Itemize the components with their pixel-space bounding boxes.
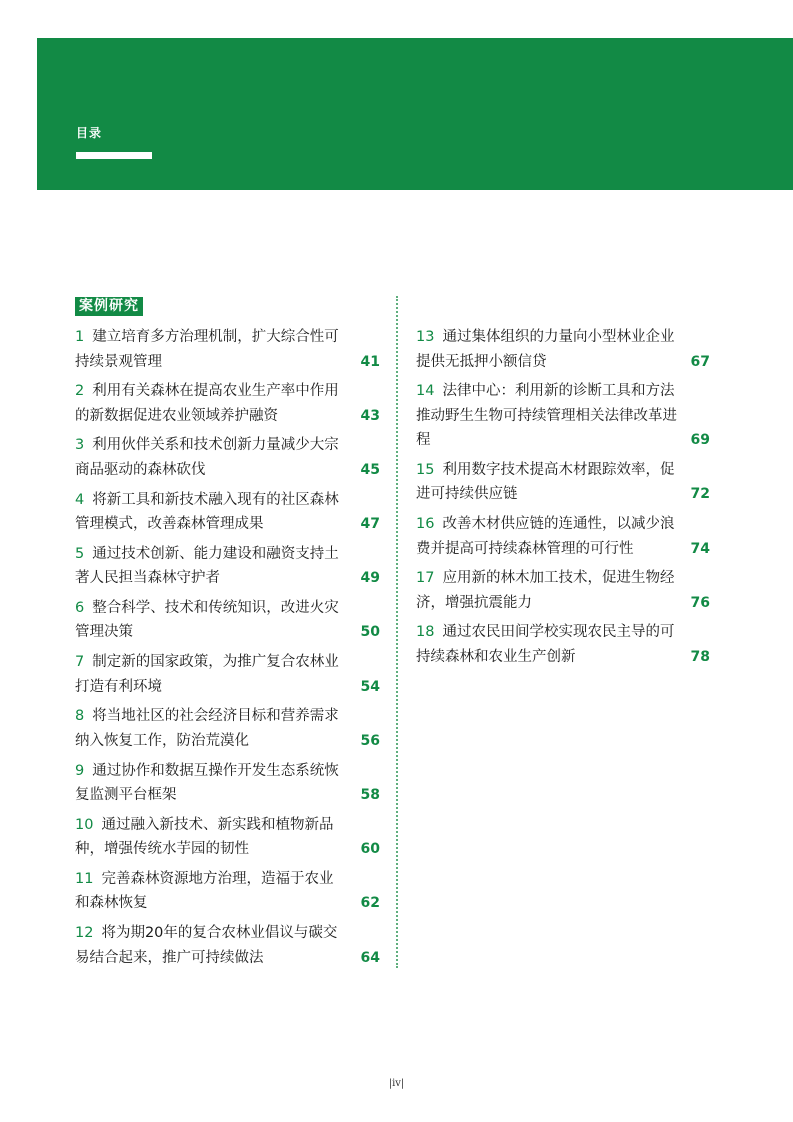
toc-entry-page: 60 <box>360 841 380 858</box>
toc-entry-number: 10 <box>75 816 94 833</box>
toc-entry-title <box>416 620 684 669</box>
toc-entry[interactable] <box>416 566 721 615</box>
section-label: 案例研究 <box>75 297 143 316</box>
toc-entry-number: 18 <box>416 624 435 641</box>
column-divider <box>396 296 398 968</box>
toc-entry-title <box>75 542 345 591</box>
toc-entry-page: 64 <box>360 949 380 966</box>
toc-entry-page: 47 <box>360 516 380 533</box>
toc-entry-number: 17 <box>416 570 435 587</box>
toc-entry-page: 69 <box>690 432 710 449</box>
toc-entry-title <box>75 596 345 645</box>
toc-entry-title <box>75 867 345 916</box>
toc-entry-title <box>416 325 684 374</box>
toc-entry[interactable] <box>75 921 380 970</box>
toc-entry-page: 56 <box>360 732 380 749</box>
toc-entry-number: 9 <box>75 762 85 779</box>
toc-entry-number: 4 <box>75 491 85 508</box>
toc-entry-text: 通过融入新技术、新实践和植物新品种，增强传统水芋园的韧性 <box>75 816 334 858</box>
toc-entry-number: 1 <box>75 329 85 345</box>
toc-entry[interactable] <box>416 379 721 453</box>
toc-entry-page: 76 <box>690 594 710 611</box>
toc-entry-title <box>75 488 345 537</box>
toc-entry-page: 54 <box>360 678 380 695</box>
toc-entry-number: 15 <box>416 461 435 478</box>
toc-entry-text: 通过协作和数据互操作开发生态系统恢复监测平台框架 <box>75 762 339 803</box>
toc-entry-title <box>416 566 684 615</box>
toc-entry-page: 58 <box>360 787 380 803</box>
toc-left-column <box>75 325 380 975</box>
toc-entry-number: 5 <box>75 545 85 562</box>
toc-entry-title <box>75 759 345 808</box>
toc-entry-text: 将当地社区的社会经济目标和营养需求纳入恢复工作，防治荒漠化 <box>75 708 339 749</box>
toc-entry-title <box>75 433 345 482</box>
toc-entry[interactable] <box>75 867 380 916</box>
toc-entry-page: 72 <box>690 486 710 503</box>
toc-entry-title <box>75 921 345 970</box>
toc-entry-page: 74 <box>690 540 710 557</box>
toc-entry-title <box>416 512 684 561</box>
toc-entry-page: 50 <box>360 624 380 641</box>
toc-entry-text: 利用伙伴关系和技术创新力量减少大宗商品驱动的森林砍伐 <box>75 437 339 478</box>
toc-entry-title <box>416 379 684 453</box>
toc-entry-title <box>416 458 684 507</box>
toc-entry[interactable] <box>75 759 380 808</box>
toc-entry[interactable] <box>75 379 380 428</box>
toc-entry-number: 12 <box>75 925 94 942</box>
toc-entry[interactable] <box>75 650 380 699</box>
toc-entry-page: 49 <box>360 570 380 587</box>
toc-entry[interactable] <box>75 596 380 645</box>
toc-entry-page: 67 <box>690 353 710 370</box>
toc-entry[interactable] <box>75 813 380 862</box>
toc-entry[interactable] <box>416 620 721 669</box>
toc-entry[interactable] <box>75 433 380 482</box>
toc-entry-title <box>75 379 345 428</box>
toc-entry-number: 16 <box>416 516 435 533</box>
toc-right-column <box>416 325 721 675</box>
toc-entry-page: 78 <box>690 648 710 665</box>
toc-entry-text: 整合科学、技术和传统知识，改进火灾管理决策 <box>75 599 339 641</box>
toc-entry-page: 45 <box>360 461 380 478</box>
toc-entry-text: 将新工具和新技术融入现有的社区森林管理模式，改善森林管理成果 <box>75 491 339 533</box>
toc-entry-text: 利用数字技术提高木材跟踪效率，促进可持续供应链 <box>416 461 675 503</box>
toc-entry-title <box>75 325 345 374</box>
toc-entry-text: 制定新的国家政策，为推广复合农林业打造有利环境 <box>75 654 339 695</box>
toc-entry[interactable] <box>75 488 380 537</box>
title-underline-bar <box>76 152 152 159</box>
toc-entry-number: 13 <box>416 329 435 345</box>
toc-entry-number: 7 <box>75 654 85 671</box>
toc-entry-text: 建立培育多方治理机制，扩大综合性可持续景观管理 <box>75 329 339 370</box>
toc-entry-text: 完善森林资源地方治理，造福于农业和森林恢复 <box>75 870 334 912</box>
toc-entry-number: 8 <box>75 708 85 725</box>
toc-entry[interactable] <box>75 542 380 591</box>
toc-entry-text: 将为期20年的复合农林业倡议与碳交易结合起来，推广可持续做法 <box>75 925 338 966</box>
toc-entry-text: 法律中心：利用新的诊断工具和方法推动野生生物可持续管理相关法律改革进程 <box>416 383 677 449</box>
toc-entry-number: 2 <box>75 383 85 400</box>
toc-entry[interactable] <box>416 325 721 374</box>
header-banner <box>37 38 793 190</box>
toc-entry-number: 14 <box>416 383 435 400</box>
toc-entry-page: 62 <box>360 895 380 912</box>
toc-entry[interactable] <box>416 458 721 507</box>
toc-entry-text: 改善木材供应链的连通性，以减少浪费并提高可持续森林管理的可行性 <box>416 516 675 557</box>
toc-entry-page: 43 <box>360 407 380 424</box>
toc-entry-number: 11 <box>75 870 94 887</box>
toc-entry-text: 应用新的林木加工技术，促进生物经济，增强抗震能力 <box>416 570 675 611</box>
toc-entry-text: 通过农民田间学校实现农民主导的可持续森林和农业生产创新 <box>416 624 675 665</box>
toc-entry[interactable] <box>75 704 380 753</box>
toc-entry-number: 3 <box>75 437 85 454</box>
toc-entry-number: 6 <box>75 599 85 616</box>
page-number: |iv| <box>388 1078 405 1089</box>
toc-entry-text: 通过集体组织的力量向小型林业企业提供无抵押小额信贷 <box>416 329 675 370</box>
toc-entry-page: 41 <box>360 353 380 370</box>
toc-entry[interactable] <box>416 512 721 561</box>
toc-entry-text: 利用有关森林在提高农业生产率中作用的新数据促进农业领域养护融资 <box>75 383 339 424</box>
toc-entry-title <box>75 704 345 753</box>
toc-entry-title <box>75 813 345 862</box>
toc-entry-text: 通过技术创新、能力建设和融资支持土著人民担当森林守护者 <box>75 545 339 587</box>
page-title: 目录 <box>76 126 103 140</box>
toc-entry[interactable] <box>75 325 380 374</box>
toc-entry-title <box>75 650 345 699</box>
